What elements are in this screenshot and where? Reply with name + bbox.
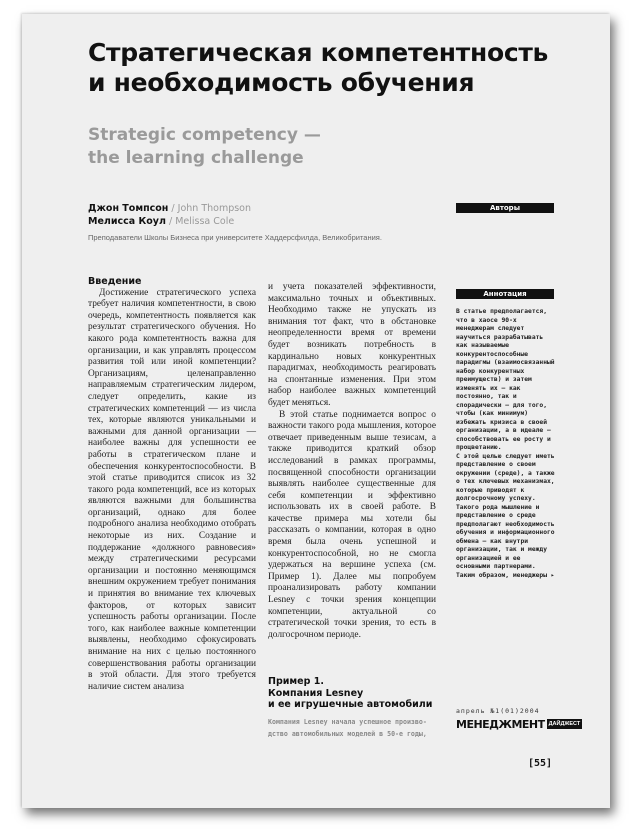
author-row [88,215,448,228]
example-heading-line: Компания Lesney [268,687,364,699]
document-page [22,14,610,808]
example-text-line: дство автомобильных моделей в 50-е годы, [268,730,427,738]
column-2 [268,282,436,641]
author-separator: / [168,216,173,227]
article-title-ru [88,38,558,98]
author-name-en: Melissa Cole [175,216,235,227]
intro-heading: Введение [88,276,142,287]
issue-info: апрель №1(01)2004 [456,707,540,715]
annotation-paragraph: С этой целью следует иметь представление о своем окружении (среде), а также о тех ключевых механизмах, которые приводят к долгосрочному успеху. Такого рода мышление и представление о среде предполагают необходимость обучения и информационного обмена — как внутри организации, так и между организацией и ее основными партнерами. Таким образом, менеджеры ▸ [456,452,555,579]
journal-badge: ДАЙДЖЕСТ [548,721,581,727]
journal-logo [456,717,581,731]
annotation-text [456,308,556,580]
author-affiliation: Преподаватели Школы Бизнеса при университете Хаддерсфилда, Великобритания. [88,233,382,242]
page-number: [55] [528,758,553,769]
author-separator: / [171,203,175,214]
authors-label: Авторы [456,203,554,213]
example-heading-line: и ее игрушечные автомобили [268,699,433,710]
paragraph: В этой статье поднимается вопрос о важности такого рода мышления, которое отвечает приведенным выше тезисам, а также приводится краткий обзор исследований в рамках программы, посвященной способности организации выявлять наиболее существенные для себя компетенции и эффективно использовать их в своей работе. В качестве примера мы хотели бы рассказать о компании, которая в одно время была очень успешной и конкурентоспособной, но не смогла удержаться на вершине успеха (см. Пример 1). Далее мы попробуем проанализировать работу компании Lesney с точки зрения концепции компетенции, актуальной со стратегической точки зрения, то есть в долгосрочном периоде. [268,409,436,640]
paragraph: Достижение стратегического успеха требует наличия компетентности, в свою очередь, компетентность появляется как результат стратегического обучения. Но какого рода компетентность важна для организации, и как управлять процессом развития той или иной компетенции? Организациям, целенаправленно направляемым стратегическим лидером, следует определить, какие из стратегических компетенций — из числа тех, которые являются уникальными и важными для данной организации — наиболее важны для успешности ее работы в стратегическом плане и обеспечения конкурентоспособности. В этой статье приводится список из 32 такого рода компетенций, все из которых являются важными для большинства организаций, однако для более подробного анализа необходимо отобрать некоторые из них. Создание и поддержание «должного равновесия» между стратегическими ресурсами организации и постоянно меняющимся внешним окружением требует понимания и принятия во внимание тех ключевых факторов, от которых зависит успешность работы организации. После того, как наиболее важные компетенции выявлены, необходимо сфокусировать внимание на них с целью постоянного совершенствования работы организации в этой области. Для этого требуется наличие систем анализа [88,287,256,692]
annotation-label: Аннотация [456,289,554,299]
author-row [88,202,448,215]
example-text [268,716,440,740]
annotation-paragraph: В статье предполагается, что в хаосе 90-х менеджерам следует научиться разрабатывать как называемые конкурентоспособные парадигмы (взаимосвязанный набор конкурентных преимуществ) и затем изменять их — как постоянно, так и спорадически — для того, чтобы (как минимум) избежать кризиса в своей организации, а в идеале — способствовать ее росту и процветанию. [456,308,555,451]
example-heading [268,676,448,711]
paragraph: и учета показателей эффективности, максимально точных и объективных. Необходимо также не упускать из внимания тот факт, что в обстановке неопределенности время от времени будет возникать потребность в кардинально новых конкурентных парадигмах, необходимость реагировать на спонтанные изменения. При этом набор наиболее важных компетенций будет меняться. [268,282,436,408]
column-1 [88,276,256,693]
title-line-1: Стратегическая компетентность [88,38,549,67]
subtitle-line-2: the learning challenge [88,148,304,168]
example-text-line: Компания Lesney начала успешное произво- [268,718,427,726]
article-title-en [88,124,558,170]
subtitle-line-1: Strategic competency — [88,125,321,145]
author-list [88,202,448,228]
example-heading-line: Пример 1. [268,676,324,687]
title-line-2: и необходимость обучения [88,68,475,97]
author-name-ru: Джон Томпсон [88,203,169,214]
author-name-ru: Мелисса Коул [88,216,166,227]
journal-name: МЕНЕДЖМЕНТ [456,717,545,731]
author-name-en: John Thompson [177,203,252,214]
